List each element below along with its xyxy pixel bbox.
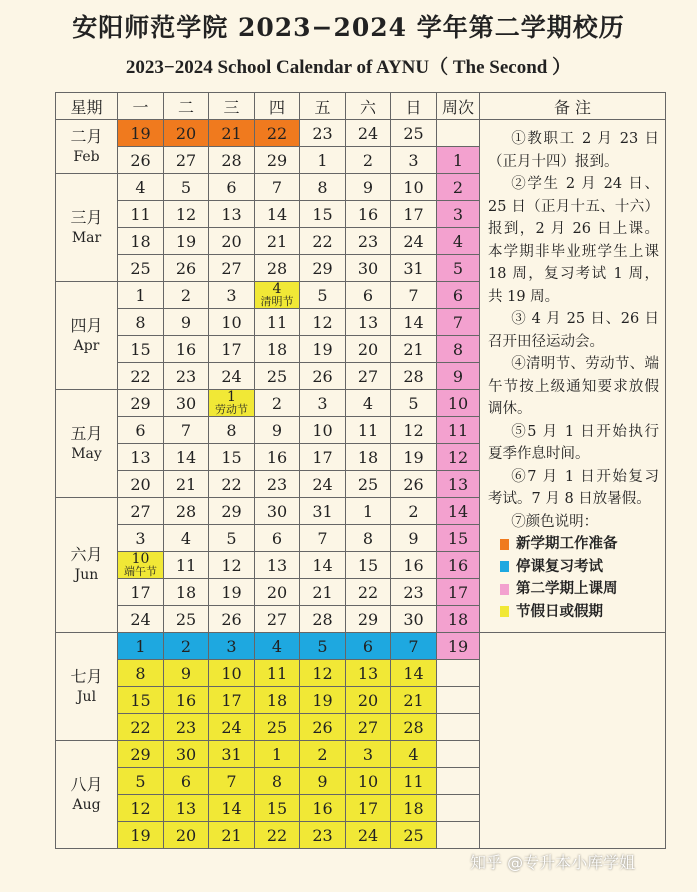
week-number-cell: 11 [437, 417, 480, 444]
day-cell: 12 [164, 201, 209, 228]
day-cell: 22 [255, 120, 300, 147]
day-cell: 22 [300, 228, 346, 255]
day-cell: 12 [300, 660, 346, 687]
day-cell: 14 [391, 309, 437, 336]
note-paragraph: ⑤5 月 1 日开始执行夏季作息时间。 [488, 423, 659, 462]
day-cell: 3 [346, 741, 391, 768]
day-cell: 2 [300, 741, 346, 768]
day-cell: 6 [164, 768, 209, 795]
day-cell: 26 [300, 714, 346, 741]
week-number-cell: 17 [437, 579, 480, 606]
day-cell: 24 [209, 363, 255, 390]
day-cell: 20 [164, 120, 209, 147]
day-cell: 18 [118, 228, 164, 255]
day-cell: 20 [164, 822, 209, 849]
day-number: 1 [227, 389, 236, 405]
day-cell: 9 [164, 660, 209, 687]
day-cell: 27 [346, 363, 391, 390]
month-label [56, 120, 118, 174]
day-cell: 28 [164, 498, 209, 525]
day-cell: 3 [209, 633, 255, 660]
day-cell: 16 [300, 795, 346, 822]
calendar-table [55, 92, 666, 849]
day-cell: 7 [300, 525, 346, 552]
day-cell: 16 [164, 687, 209, 714]
day-cell: 16 [255, 444, 300, 471]
month-label [56, 390, 118, 498]
day-cell: 28 [300, 606, 346, 633]
day-cell: 14 [255, 201, 300, 228]
week-number-cell: 16 [437, 552, 480, 579]
day-cell: 5 [209, 525, 255, 552]
day-cell: 28 [255, 255, 300, 282]
day-cell: 26 [209, 606, 255, 633]
legend-swatch [500, 606, 509, 617]
day-cell: 2 [164, 633, 209, 660]
day-cell: 5 [300, 633, 346, 660]
note-paragraph: ⑦颜色说明： [511, 513, 599, 530]
day-cell: 24 [346, 822, 391, 849]
day-cell: 6 [255, 525, 300, 552]
day-cell: 4 [118, 174, 164, 201]
day-cell: 29 [118, 390, 164, 417]
day-cell: 13 [346, 660, 391, 687]
day-cell: 10 [209, 309, 255, 336]
month-label-cn: 八月 [70, 774, 103, 794]
day-cell: 5 [164, 174, 209, 201]
day-cell: 28 [391, 363, 437, 390]
week-number-cell [437, 120, 480, 147]
day-cell: 17 [300, 444, 346, 471]
day-cell: 15 [118, 336, 164, 363]
day-cell: 21 [391, 336, 437, 363]
day-cell: 10 [209, 660, 255, 687]
day-cell: 16 [346, 201, 391, 228]
day-cell: 25 [255, 363, 300, 390]
day-cell [255, 282, 300, 309]
legend-swatch [500, 561, 509, 572]
day-cell: 19 [164, 228, 209, 255]
month-label-cn: 四月 [70, 315, 103, 335]
week-number-cell: 8 [437, 336, 480, 363]
day-cell: 11 [164, 552, 209, 579]
day-cell: 6 [346, 282, 391, 309]
day-cell: 9 [300, 768, 346, 795]
day-cell: 26 [118, 147, 164, 174]
day-cell: 3 [118, 525, 164, 552]
day-header: 一 [118, 93, 164, 120]
day-cell: 6 [346, 633, 391, 660]
day-cell: 19 [300, 687, 346, 714]
day-cell [118, 552, 164, 579]
day-cell: 5 [300, 282, 346, 309]
day-cell: 24 [300, 471, 346, 498]
week-number-cell [437, 714, 480, 741]
day-cell: 8 [209, 417, 255, 444]
week-number-cell: 13 [437, 471, 480, 498]
day-cell: 22 [346, 579, 391, 606]
week-number-cell: 19 [437, 633, 480, 660]
month-label [56, 633, 118, 741]
week-number-cell: 2 [437, 174, 480, 201]
day-cell: 21 [300, 579, 346, 606]
legend-item [500, 533, 659, 556]
month-label-en: May [71, 445, 102, 462]
day-cell: 2 [391, 498, 437, 525]
month-label-cn: 二月 [70, 126, 103, 146]
day-cell: 30 [164, 390, 209, 417]
week-number-label: 周次 [437, 93, 480, 120]
day-cell: 1 [255, 741, 300, 768]
header-row [56, 93, 666, 120]
day-cell: 11 [118, 201, 164, 228]
day-cell: 7 [209, 768, 255, 795]
day-cell: 25 [391, 120, 437, 147]
day-cell: 7 [164, 417, 209, 444]
day-cell: 12 [209, 552, 255, 579]
page-title-cn: 安阳师范学院 2023−2024 学年第二学期校历 [72, 13, 625, 42]
day-cell: 25 [118, 255, 164, 282]
legend-label: 节假日或假期 [516, 602, 603, 620]
day-cell: 27 [255, 606, 300, 633]
day-cell: 20 [346, 687, 391, 714]
day-cell: 15 [346, 552, 391, 579]
day-cell: 9 [164, 309, 209, 336]
week-number-cell [437, 741, 480, 768]
day-cell: 13 [346, 309, 391, 336]
day-cell: 8 [346, 525, 391, 552]
day-cell: 31 [391, 255, 437, 282]
notes-cell [480, 120, 666, 633]
month-label [56, 741, 118, 849]
month-label-en: Jun [74, 567, 99, 583]
day-cell: 17 [118, 579, 164, 606]
day-cell: 29 [255, 147, 300, 174]
week-number-cell: 15 [437, 525, 480, 552]
day-cell: 13 [118, 444, 164, 471]
week-number-cell: 5 [437, 255, 480, 282]
day-cell: 24 [346, 120, 391, 147]
week-number-cell: 10 [437, 390, 480, 417]
day-cell: 11 [255, 660, 300, 687]
month-label-en: Aug [72, 796, 101, 813]
note-paragraph: ②学生 2 月 24 日、25 日（正月十五、十六）报到，2 月 26 日上课。本学期非毕业班学生上课 18 周，复习考试 1 周，共 19 周。 [488, 176, 659, 305]
watermark: 知乎 @专升本小库学姐 [470, 853, 636, 872]
note-paragraph: ③ 4 月 25 日、26 日召开田径运动会。 [488, 311, 659, 350]
legend-item [500, 556, 659, 579]
day-cell: 1 [118, 282, 164, 309]
day-cell: 20 [118, 471, 164, 498]
day-cell: 21 [209, 120, 255, 147]
day-cell: 12 [391, 417, 437, 444]
day-cell: 16 [391, 552, 437, 579]
day-cell: 30 [346, 255, 391, 282]
legend-item [500, 601, 659, 624]
day-cell: 27 [118, 498, 164, 525]
day-cell: 6 [118, 417, 164, 444]
week-number-cell: 3 [437, 201, 480, 228]
day-cell: 25 [391, 822, 437, 849]
month-label-en: Mar [71, 229, 102, 246]
weekday-label: 星期 [56, 93, 118, 120]
day-cell: 15 [118, 687, 164, 714]
day-cell: 17 [209, 336, 255, 363]
holiday-label: 端午节 [124, 565, 157, 578]
legend-swatch [500, 539, 509, 550]
day-header: 六 [346, 93, 391, 120]
day-cell: 23 [164, 714, 209, 741]
day-cell: 8 [118, 660, 164, 687]
day-cell: 25 [255, 714, 300, 741]
holiday-label: 清明节 [260, 295, 294, 308]
day-cell: 27 [164, 147, 209, 174]
day-cell: 14 [164, 444, 209, 471]
note-paragraph: ⑥7 月 1 日开始复习考试。7 月 8 日放暑假。 [488, 468, 659, 507]
day-cell: 18 [255, 687, 300, 714]
day-cell: 4 [346, 390, 391, 417]
day-cell: 7 [391, 633, 437, 660]
day-cell: 27 [346, 714, 391, 741]
page-title-en: 2023−2024 School Calendar of AYNU（ The Second ） [125, 57, 572, 78]
day-cell: 3 [209, 282, 255, 309]
day-cell: 18 [346, 444, 391, 471]
day-cell: 8 [118, 309, 164, 336]
month-label-cn: 六月 [70, 545, 103, 564]
day-cell: 29 [346, 606, 391, 633]
day-cell: 26 [164, 255, 209, 282]
day-cell: 7 [255, 174, 300, 201]
week-number-cell: 12 [437, 444, 480, 471]
notes-label: 备 注 [480, 93, 666, 120]
day-cell: 15 [255, 795, 300, 822]
day-cell: 24 [209, 714, 255, 741]
day-cell: 23 [255, 471, 300, 498]
month-label-en: Jul [76, 688, 97, 705]
day-cell: 29 [300, 255, 346, 282]
day-cell: 21 [391, 687, 437, 714]
day-cell: 20 [346, 336, 391, 363]
day-cell: 24 [118, 606, 164, 633]
week-number-cell: 4 [437, 228, 480, 255]
week-number-cell [437, 795, 480, 822]
day-header: 三 [209, 93, 255, 120]
day-cell: 18 [255, 336, 300, 363]
day-cell: 25 [346, 471, 391, 498]
day-header: 二 [164, 93, 209, 120]
day-cell: 10 [300, 417, 346, 444]
day-cell [209, 390, 255, 417]
day-cell: 21 [255, 228, 300, 255]
day-cell: 12 [300, 309, 346, 336]
day-cell: 19 [118, 822, 164, 849]
day-cell: 10 [391, 174, 437, 201]
week-number-cell: 18 [437, 606, 480, 633]
day-cell: 6 [209, 174, 255, 201]
day-cell: 9 [346, 174, 391, 201]
day-cell: 12 [118, 795, 164, 822]
day-cell: 1 [300, 147, 346, 174]
day-cell: 22 [209, 471, 255, 498]
day-cell: 23 [300, 822, 346, 849]
month-label-cn: 五月 [70, 423, 103, 443]
day-cell: 31 [209, 741, 255, 768]
week-row [56, 633, 666, 660]
day-cell: 11 [346, 417, 391, 444]
day-cell: 19 [300, 336, 346, 363]
day-cell: 27 [209, 255, 255, 282]
week-number-cell: 7 [437, 309, 480, 336]
day-header: 日 [391, 93, 437, 120]
day-cell: 29 [209, 498, 255, 525]
day-cell: 20 [209, 228, 255, 255]
week-number-cell [437, 660, 480, 687]
day-cell: 2 [346, 147, 391, 174]
day-cell: 26 [300, 363, 346, 390]
day-cell: 23 [346, 228, 391, 255]
day-cell: 19 [209, 579, 255, 606]
day-cell: 21 [209, 822, 255, 849]
legend-label: 第二学期上课周 [516, 580, 618, 597]
day-cell: 19 [118, 120, 164, 147]
day-cell: 28 [391, 714, 437, 741]
day-cell: 15 [209, 444, 255, 471]
day-cell: 18 [164, 579, 209, 606]
day-cell: 30 [164, 741, 209, 768]
day-number: 10 [131, 551, 150, 567]
day-cell: 3 [300, 390, 346, 417]
day-cell: 23 [164, 363, 209, 390]
day-cell: 26 [391, 471, 437, 498]
holiday-label: 劳动节 [215, 403, 248, 416]
day-cell: 23 [391, 579, 437, 606]
note-paragraph: ④清明节、劳动节、端午节按上级通知要求放假调休。 [488, 356, 659, 417]
day-cell: 22 [118, 714, 164, 741]
day-cell: 10 [346, 768, 391, 795]
day-cell: 7 [391, 282, 437, 309]
day-cell: 22 [255, 822, 300, 849]
month-label-cn: 七月 [70, 666, 103, 686]
day-cell: 11 [255, 309, 300, 336]
day-cell: 29 [118, 741, 164, 768]
day-cell: 5 [118, 768, 164, 795]
month-label [56, 282, 118, 390]
week-number-cell [437, 768, 480, 795]
month-label-cn: 三月 [70, 207, 103, 227]
month-label [56, 498, 118, 633]
day-cell: 24 [391, 228, 437, 255]
notes-blank [480, 633, 666, 849]
day-cell: 31 [300, 498, 346, 525]
day-cell: 3 [391, 147, 437, 174]
day-cell: 4 [255, 633, 300, 660]
day-cell: 14 [391, 660, 437, 687]
legend-swatch [500, 584, 509, 595]
week-number-cell: 1 [437, 147, 480, 174]
day-cell: 14 [209, 795, 255, 822]
day-cell: 30 [255, 498, 300, 525]
week-number-cell [437, 822, 480, 849]
day-cell: 13 [164, 795, 209, 822]
week-number-cell: 9 [437, 363, 480, 390]
day-cell: 2 [255, 390, 300, 417]
week-number-cell: 6 [437, 282, 480, 309]
day-cell: 9 [391, 525, 437, 552]
day-cell: 17 [391, 201, 437, 228]
day-cell: 2 [164, 282, 209, 309]
day-cell: 1 [346, 498, 391, 525]
day-cell: 22 [118, 363, 164, 390]
month-label-en: Apr [73, 337, 100, 354]
legend-label: 新学期工作准备 [516, 535, 618, 552]
day-cell: 16 [164, 336, 209, 363]
day-cell: 17 [209, 687, 255, 714]
day-cell: 20 [255, 579, 300, 606]
day-header: 五 [300, 93, 346, 120]
day-cell: 9 [255, 417, 300, 444]
day-cell: 30 [391, 606, 437, 633]
day-cell: 25 [164, 606, 209, 633]
day-cell: 18 [391, 795, 437, 822]
day-cell: 23 [300, 120, 346, 147]
week-number-cell: 14 [437, 498, 480, 525]
day-cell: 19 [391, 444, 437, 471]
legend-item [500, 578, 659, 601]
month-label [56, 174, 118, 282]
day-cell: 13 [255, 552, 300, 579]
day-cell: 8 [255, 768, 300, 795]
day-cell: 14 [300, 552, 346, 579]
day-cell: 4 [391, 741, 437, 768]
day-cell: 17 [346, 795, 391, 822]
day-cell: 13 [209, 201, 255, 228]
day-cell: 8 [300, 174, 346, 201]
day-header: 四 [255, 93, 300, 120]
day-number: 4 [272, 281, 282, 297]
month-label-en: Feb [73, 148, 100, 165]
week-row [56, 120, 666, 147]
day-cell: 11 [391, 768, 437, 795]
day-cell: 28 [209, 147, 255, 174]
day-cell: 4 [164, 525, 209, 552]
day-cell: 1 [118, 633, 164, 660]
week-number-cell [437, 687, 480, 714]
day-cell: 21 [164, 471, 209, 498]
calendar-body [56, 120, 666, 849]
note-paragraph: ①教职工 2 月 23 日（正月十四）报到。 [488, 131, 659, 170]
day-cell: 5 [391, 390, 437, 417]
day-cell: 15 [300, 201, 346, 228]
legend-label: 停课复习考试 [516, 557, 603, 575]
